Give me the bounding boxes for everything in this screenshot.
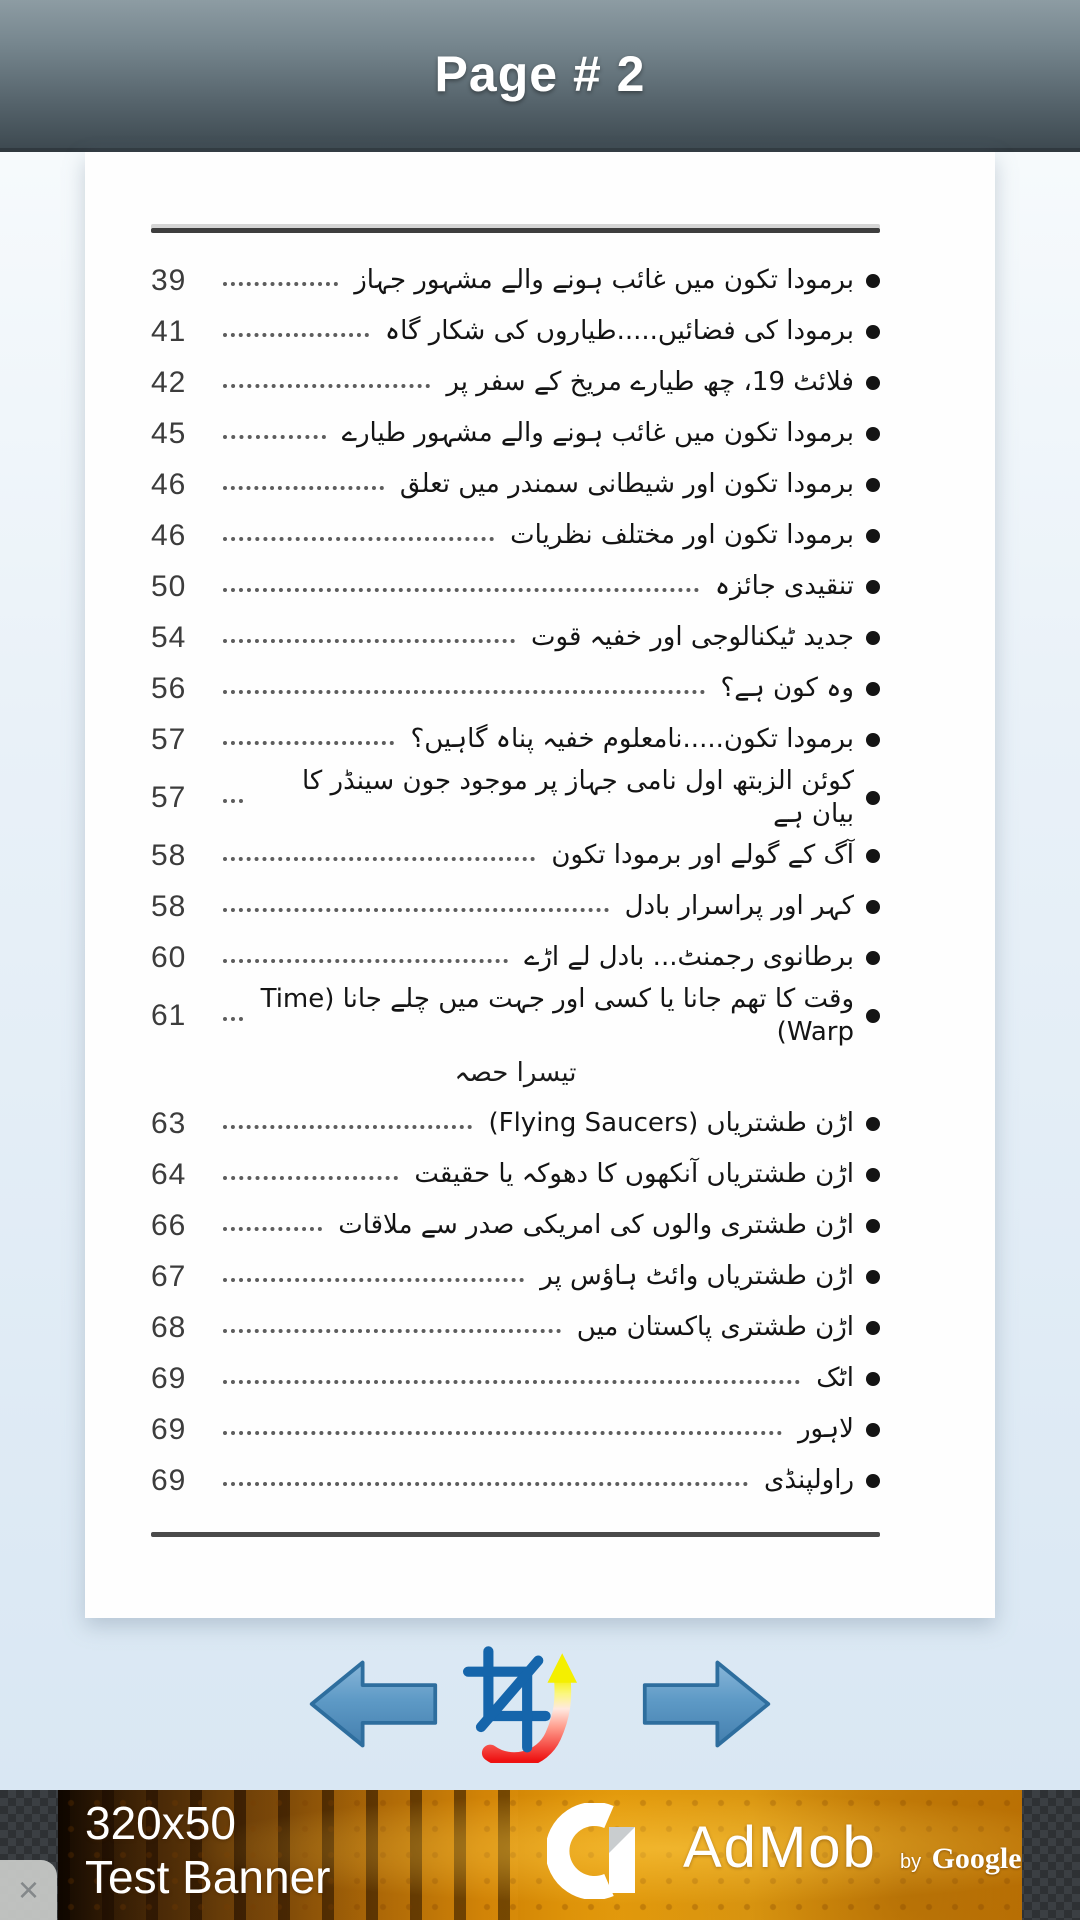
dotted-leader bbox=[223, 333, 369, 337]
page-number: 54 bbox=[151, 620, 187, 654]
admob-logo-icon bbox=[547, 1803, 651, 1904]
back-arrow-icon bbox=[307, 1741, 439, 1756]
page-number: 50 bbox=[151, 569, 187, 603]
dotted-leader bbox=[223, 1278, 524, 1282]
chapter-title: جدید ٹیکنالوجی اور خفیہ قوت bbox=[531, 622, 854, 653]
dotted-leader bbox=[223, 282, 338, 286]
bullet-icon bbox=[866, 682, 880, 696]
bullet-icon bbox=[866, 1117, 880, 1131]
chapter-title: فلائٹ 19، چھ طیارے مریخ کے سفر پر bbox=[446, 367, 854, 398]
bullet-icon bbox=[866, 1219, 880, 1233]
chapter-title: لاہور bbox=[797, 1414, 854, 1445]
nav-bar bbox=[0, 1618, 1080, 1790]
bullet-icon bbox=[866, 427, 880, 441]
chapter-title: برمودا تکون اور شیطانی سمندر میں تعلق bbox=[399, 469, 854, 500]
toc-row bbox=[151, 459, 880, 510]
page-number: 63 bbox=[151, 1106, 187, 1140]
toc-row bbox=[151, 1149, 880, 1200]
page-number: 60 bbox=[151, 940, 187, 974]
toc-row bbox=[151, 1404, 880, 1455]
ad-container bbox=[0, 1790, 1080, 1920]
toc-row bbox=[151, 1251, 880, 1302]
dotted-leader bbox=[223, 1380, 800, 1384]
dotted-leader bbox=[223, 435, 326, 439]
bullet-icon bbox=[866, 1372, 880, 1386]
dotted-leader bbox=[223, 588, 699, 592]
chapter-title: وہ کون ہے؟ bbox=[720, 673, 854, 704]
page-title: Page # 2 bbox=[434, 46, 646, 102]
dotted-leader bbox=[223, 1176, 398, 1180]
page-number: 69 bbox=[151, 1463, 187, 1497]
dotted-leader bbox=[223, 799, 243, 803]
page-number: 67 bbox=[151, 1259, 187, 1293]
toc-row bbox=[151, 881, 880, 932]
chapter-title: وقت کا تھم جانا یا کسی اور جہت میں چلے جانا (Time Warp) bbox=[260, 984, 854, 1047]
toc-row bbox=[151, 765, 880, 830]
toc-row bbox=[151, 1200, 880, 1251]
chapter-title: اڑن طشتریاں (Flying Saucers) bbox=[488, 1108, 854, 1139]
dotted-leader bbox=[223, 1017, 243, 1021]
section-heading: تیسرا حصہ bbox=[454, 1058, 577, 1088]
bullet-icon bbox=[866, 1321, 880, 1335]
page-number: 58 bbox=[151, 889, 187, 923]
admob-brand-text: AdMob bbox=[683, 1815, 877, 1880]
chapter-title: اٹک bbox=[816, 1363, 854, 1394]
bullet-icon bbox=[866, 478, 880, 492]
dotted-leader bbox=[223, 1482, 748, 1486]
chapter-title: کوئن الزبتھ اول نامی جہاز پر موجود جون سینڈر کا بیان ہے bbox=[301, 766, 854, 829]
dotted-leader bbox=[223, 741, 394, 745]
dotted-leader bbox=[223, 908, 609, 912]
dotted-leader bbox=[223, 486, 384, 490]
chapter-title: راولپنڈی bbox=[764, 1465, 854, 1496]
toc-list bbox=[151, 255, 880, 1506]
toc-row bbox=[151, 510, 880, 561]
toc-row bbox=[151, 830, 880, 881]
prev-page-button[interactable] bbox=[307, 1655, 439, 1753]
page-number: 61 bbox=[151, 998, 187, 1032]
page-number: 64 bbox=[151, 1157, 187, 1191]
page-number: 39 bbox=[151, 263, 187, 297]
chapter-title: برمودا تکون میں غائب ہونے والے مشہور طیارے bbox=[341, 418, 854, 449]
toc-row bbox=[151, 1302, 880, 1353]
bullet-icon bbox=[866, 580, 880, 594]
ad-close-button[interactable] bbox=[0, 1860, 57, 1920]
book-page-scan bbox=[85, 152, 995, 1618]
page-number: 57 bbox=[151, 722, 187, 756]
dotted-leader bbox=[223, 384, 430, 388]
chapter-title: اڑن طشتری پاکستان میں bbox=[576, 1312, 854, 1343]
toc-row bbox=[151, 663, 880, 714]
bullet-icon bbox=[866, 733, 880, 747]
next-page-button[interactable] bbox=[641, 1655, 773, 1753]
page-number: 69 bbox=[151, 1412, 187, 1446]
toc-row bbox=[151, 255, 880, 306]
page-number: 45 bbox=[151, 416, 187, 450]
bullet-icon bbox=[866, 849, 880, 863]
bullet-icon bbox=[866, 376, 880, 390]
chapter-title: برمودا تکون.....نامعلوم خفیہ پناہ گاہیں؟ bbox=[410, 724, 854, 755]
dotted-leader bbox=[223, 959, 508, 963]
chapter-title: برطانوی رجمنٹ... بادل لے اڑے bbox=[524, 942, 854, 973]
toc-row bbox=[151, 1455, 880, 1506]
toc-row bbox=[151, 1098, 880, 1149]
bullet-icon bbox=[866, 791, 880, 805]
toc-row bbox=[151, 357, 880, 408]
bullet-icon bbox=[866, 274, 880, 288]
ad-size-label: 320x50 bbox=[85, 1797, 236, 1849]
chapter-title: کہر اور پراسرار بادل bbox=[624, 891, 854, 922]
bullet-icon bbox=[866, 631, 880, 645]
toc-row bbox=[151, 306, 880, 357]
page-number: 56 bbox=[151, 671, 187, 705]
dotted-leader bbox=[223, 690, 705, 694]
bullet-icon bbox=[866, 1009, 880, 1023]
page-number: 57 bbox=[151, 780, 187, 814]
ad-test-label: Test Banner bbox=[85, 1851, 331, 1904]
bullet-icon bbox=[866, 1423, 880, 1437]
dotted-leader bbox=[223, 639, 515, 643]
chapter-title: برمودا تکون اور مختلف نظریات bbox=[510, 520, 854, 551]
dotted-leader bbox=[223, 1227, 322, 1231]
chapter-title: تنقیدی جائزہ bbox=[714, 571, 854, 602]
chapter-title: اڑن طشتریاں آنکھوں کا دھوکہ یا حقیقت bbox=[414, 1159, 854, 1190]
page-number: 46 bbox=[151, 467, 187, 501]
crop-button[interactable] bbox=[457, 1645, 577, 1763]
chapter-title: برمودا تکون میں غائب ہونے والے مشہور جہاز bbox=[354, 265, 854, 296]
toc-row bbox=[151, 612, 880, 663]
bullet-icon bbox=[866, 1474, 880, 1488]
toc-row bbox=[151, 983, 880, 1048]
bullet-icon bbox=[866, 951, 880, 965]
byline-by: by bbox=[900, 1851, 922, 1873]
page-number: 68 bbox=[151, 1310, 187, 1344]
byline-google: Google bbox=[931, 1842, 1022, 1875]
page-number: 66 bbox=[151, 1208, 187, 1242]
chapter-title: آگ کے گولے اور برمودا تکون bbox=[551, 840, 854, 871]
dotted-leader bbox=[223, 1431, 782, 1435]
ad-byline bbox=[900, 1842, 1022, 1876]
toc-row bbox=[151, 714, 880, 765]
bullet-icon bbox=[866, 1168, 880, 1182]
title-bar bbox=[0, 0, 1080, 152]
chapter-title: اڑن طشتری والوں کی امریکی صدر سے ملاقات bbox=[338, 1210, 854, 1241]
bullet-icon bbox=[866, 529, 880, 543]
dotted-leader bbox=[223, 1329, 561, 1333]
crop-icon bbox=[457, 1751, 577, 1766]
page-bottom-rule bbox=[151, 1532, 880, 1537]
page-number: 69 bbox=[151, 1361, 187, 1395]
page-top-rule bbox=[151, 228, 880, 233]
bullet-icon bbox=[866, 325, 880, 339]
toc-row bbox=[151, 1353, 880, 1404]
ad-banner-text bbox=[85, 1796, 330, 1905]
chapter-title: برمودا کی فضائیں.....طیاروں کی شکار گاہ bbox=[384, 316, 854, 347]
page-number: 58 bbox=[151, 838, 187, 872]
close-icon: × bbox=[17, 1869, 40, 1910]
page-number: 46 bbox=[151, 518, 187, 552]
ad-banner[interactable] bbox=[58, 1790, 1022, 1920]
chapter-title: اڑن طشتریاں وائٹ ہاؤس پر bbox=[540, 1261, 854, 1292]
toc-row bbox=[151, 932, 880, 983]
toc-row bbox=[151, 408, 880, 459]
page-number: 42 bbox=[151, 365, 187, 399]
page-number: 41 bbox=[151, 314, 187, 348]
bullet-icon bbox=[866, 900, 880, 914]
dotted-leader bbox=[223, 857, 535, 861]
dotted-leader bbox=[223, 537, 494, 541]
dotted-leader bbox=[223, 1125, 472, 1129]
forward-arrow-icon bbox=[641, 1741, 773, 1756]
bullet-icon bbox=[866, 1270, 880, 1284]
toc-row bbox=[151, 561, 880, 612]
book-page[interactable] bbox=[85, 152, 995, 1618]
